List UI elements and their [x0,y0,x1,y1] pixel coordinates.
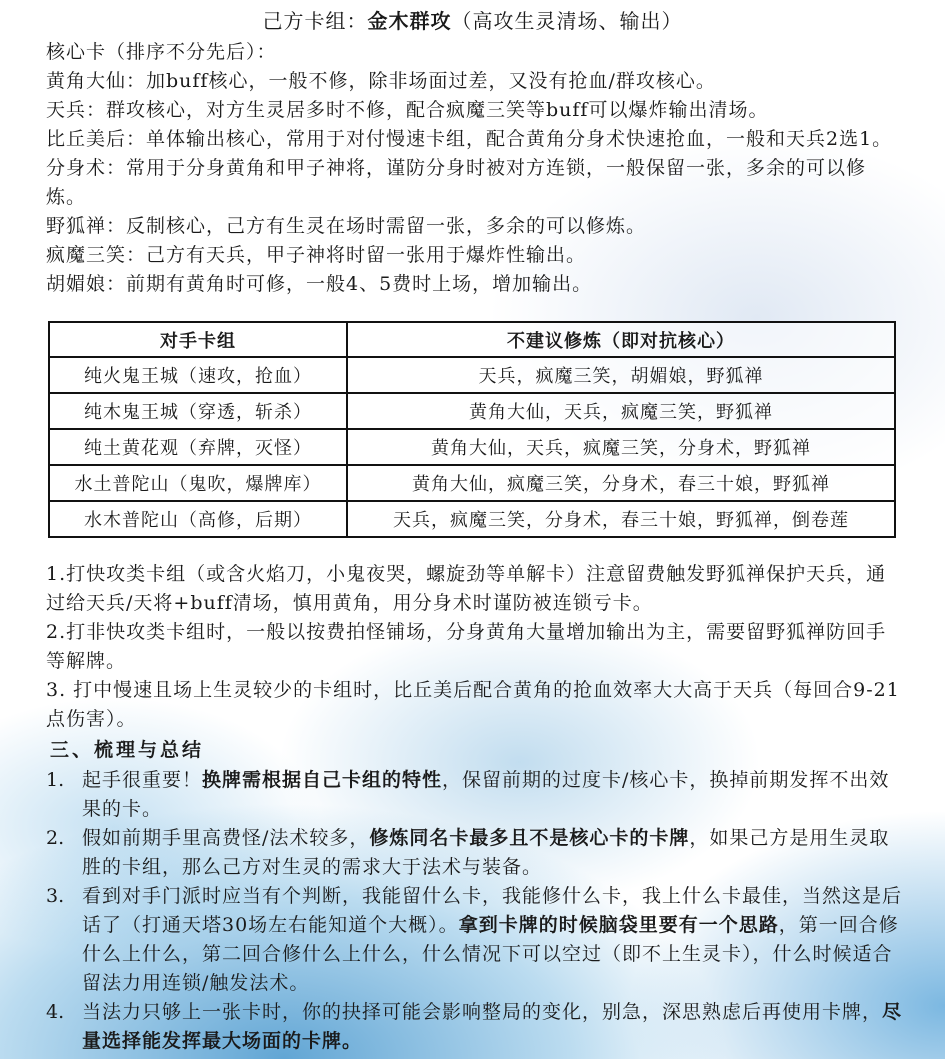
title-suffix: （高攻生灵清场、输出） [451,9,683,33]
opponent-deck-cell: 纯火鬼王城（速攻，抢血） [49,357,347,393]
core-cards-cell: 黄角大仙，天兵，疯魔三笑，野狐禅 [347,393,895,429]
summary-text [82,998,906,1056]
tip-paragraph: 1.打快攻类卡组（或含火焰刀，小鬼夜哭，螺旋劲等单解卡）注意留费触发野狐禅保护天兵，通过给天兵/天将+buff清场，慎用黄角，用分身术时谨防被连锁亏卡。 [46,563,887,614]
core-card-line: 疯魔三笑：己方有天兵，甲子神将时留一张用于爆炸性输出。 [46,244,587,266]
core-cards-heading: 核心卡（排序不分先后）： [46,41,277,63]
summary-text [82,824,906,882]
core-cards-cell: 黄角大仙，天兵，疯魔三笑，分身术，野狐禅 [347,429,895,465]
core-card-line: 天兵：群攻核心，对方生灵居多时不修，配合疯魔三笑等buff可以爆炸输出清场。 [46,99,769,121]
summary-item [46,766,906,824]
summary-number: 4. [46,1001,65,1023]
header-core-cards: 不建议修炼（即对抗核心） [347,322,895,357]
summary-text-part: 起手很重要！ [82,769,203,791]
summary-item [46,824,906,882]
table-row [49,357,895,393]
tips-section [46,560,906,734]
summary-item [46,882,906,998]
summary-text-part: ，保留前期的过度卡/核心卡，换掉前期发挥不出效果的卡。 [82,769,890,820]
summary-text-part: ，第一回合修什么上什么，第二回合修什么上什么，什么情况下可以空过（即不上生灵卡），什么时候适合留法力用连锁/触发法术。 [82,914,899,994]
title-prefix: 己方卡组： [262,9,368,33]
core-cards-cell: 黄角大仙，疯魔三笑，分身术，春三十娘，野狐禅 [347,465,895,501]
table-row [49,429,895,465]
tip-paragraph: 3. 打中慢速且场上生灵较少的卡组时，比丘美后配合黄角的抢血效率大大高于天兵（每回合9-21点伤害）。 [46,679,900,730]
summary-list [46,766,906,1056]
core-card-line: 胡媚娘：前期有黄角时可修，一般4、5费时上场，增加输出。 [46,273,593,295]
summary-number: 3. [46,885,65,907]
summary-text [82,766,906,824]
summary-number: 2. [46,827,65,849]
core-cards-section [46,38,904,299]
summary-number: 1. [46,769,65,791]
header-opponent-deck: 对手卡组 [49,322,347,357]
summary-emphasis: 换牌需根据自己卡组的特性 [202,769,443,791]
core-card-line: 野狐禅：反制核心，己方有生灵在场时需留一张，多余的可以修炼。 [46,215,647,237]
section-heading: 三、梳理与总结 [50,739,205,761]
core-cards-cell: 天兵，疯魔三笑，胡媚娘，野狐禅 [347,357,895,393]
summary-emphasis: 尽量选择能发挥最大场面的卡牌。 [82,1001,903,1052]
core-card-line: 比丘美后：单体输出核心，常用于对付慢速卡组，配合黄角分身术快速抢血，一般和天兵2选1。 [46,128,893,150]
table-header-row [49,322,895,357]
opponent-deck-cell: 纯木鬼王城（穿透，斩杀） [49,393,347,429]
table-row [49,465,895,501]
core-card-line: 分身术：常用于分身黄角和甲子神将，谨防分身时被对方连锁，一般保留一张，多余的可以修炼。 [46,157,867,208]
summary-text-part: ，如果己方是用生灵取胜的卡组，那么己方对生灵的需求大于法术与装备。 [82,827,890,878]
matchup-table [48,321,896,538]
opponent-deck-cell: 水木普陀山（高修，后期） [49,501,347,537]
opponent-deck-cell: 纯土黄花观（弃牌，灭怪） [49,429,347,465]
tip-paragraph: 2.打非快攻类卡组时，一般以按费拍怪铺场，分身黄角大量增加输出为主，需要留野狐禅防回手等解牌。 [46,621,887,672]
summary-text [82,882,906,998]
title-deck-name: 金木群攻 [367,9,452,33]
summary-text-part: 看到对手门派时应当有个判断，我能留什么卡，我能修什么卡，我上什么卡最佳，当然这是后话了（打通天塔30场左右能知道个大概）。 [82,885,903,936]
summary-text-part: 当法力只够上一张卡时，你的抉择可能会影响整局的变化，别急，深思熟虑后再使用卡牌， [82,1001,883,1023]
table-row [49,501,895,537]
summary-emphasis: 拿到卡牌的时候脑袋里要有一个思路 [458,914,779,936]
core-card-line: 黄角大仙：加buff核心，一般不修，除非场面过差，又没有抢血/群攻核心。 [46,70,716,92]
summary-emphasis: 修炼同名卡最多且不是核心卡的卡牌 [369,827,690,849]
page-title [0,8,945,34]
core-cards-cell: 天兵，疯魔三笑，分身术，春三十娘，野狐禅，倒卷莲 [347,501,895,537]
summary-text-part: 假如前期手里高费怪/法术较多， [82,827,370,849]
summary-item [46,998,906,1056]
opponent-deck-cell: 水土普陀山（鬼吹，爆牌库） [49,465,347,501]
table-row [49,393,895,429]
